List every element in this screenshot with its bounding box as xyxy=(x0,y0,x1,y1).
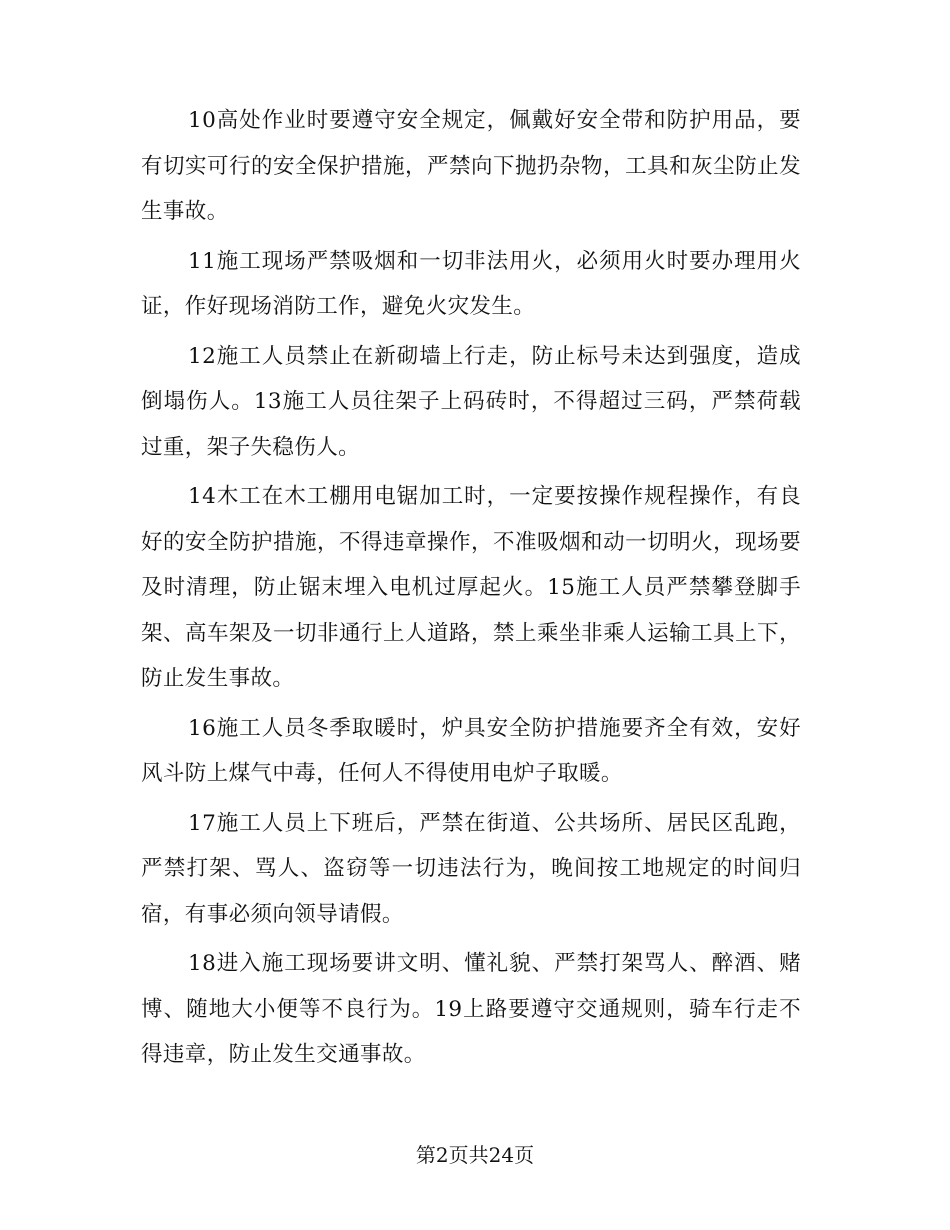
paragraph-17: 17施工人员上下班后，严禁在街道、公共场所、居民区乱跑，严禁打架、骂人、盗窃等一切违法行为，晚间按工地规定的时间归宿，有事必须向领导请假。 xyxy=(141,810,801,927)
paragraph-11: 11施工现场严禁吸烟和一切非法用火，必须用火时要办理用火证，作好现场消防工作，避免火灾发生。 xyxy=(141,248,801,319)
paragraph-14: 14木工在木工棚用电锯加工时，一定要按操作规程操作，有良好的安全防护措施，不得违章操作，不准吸烟和动一切明火，现场要及时清理，防止锯末埋入电机过厚起火。15施工人员严禁攀登脚手架、高车架及一切非通行上人道路，禁上乘坐非乘人运输工具上下，防止发生事故。 xyxy=(141,484,801,691)
document-body xyxy=(141,98,801,1082)
paragraph-16: 16施工人员冬季取暖时，炉具安全防护措施要齐全有效，安好风斗防上煤气中毒，任何人不得使用电炉子取暖。 xyxy=(141,715,801,786)
page-footer: 第2页共24页 xyxy=(415,1143,535,1167)
paragraph-12: 12施工人员禁止在新砌墙上行走，防止标号未达到强度，造成倒塌伤人。13施工人员往架子上码砖时，不得超过三码，严禁荷载过重，架子失稳伤人。 xyxy=(141,343,801,460)
paragraph-10: 10高处作业时要遵守安全规定，佩戴好安全带和防护用品，要有切实可行的安全保护措施，严禁向下抛扔杂物，工具和灰尘防止发生事故。 xyxy=(141,108,801,224)
paragraph-18: 18进入施工现场要讲文明、懂礼貌、严禁打架骂人、醉酒、赌博、随地大小便等不良行为。19上路要遵守交通规则，骑车行走不得违章，防止发生交通事故。 xyxy=(141,951,801,1067)
